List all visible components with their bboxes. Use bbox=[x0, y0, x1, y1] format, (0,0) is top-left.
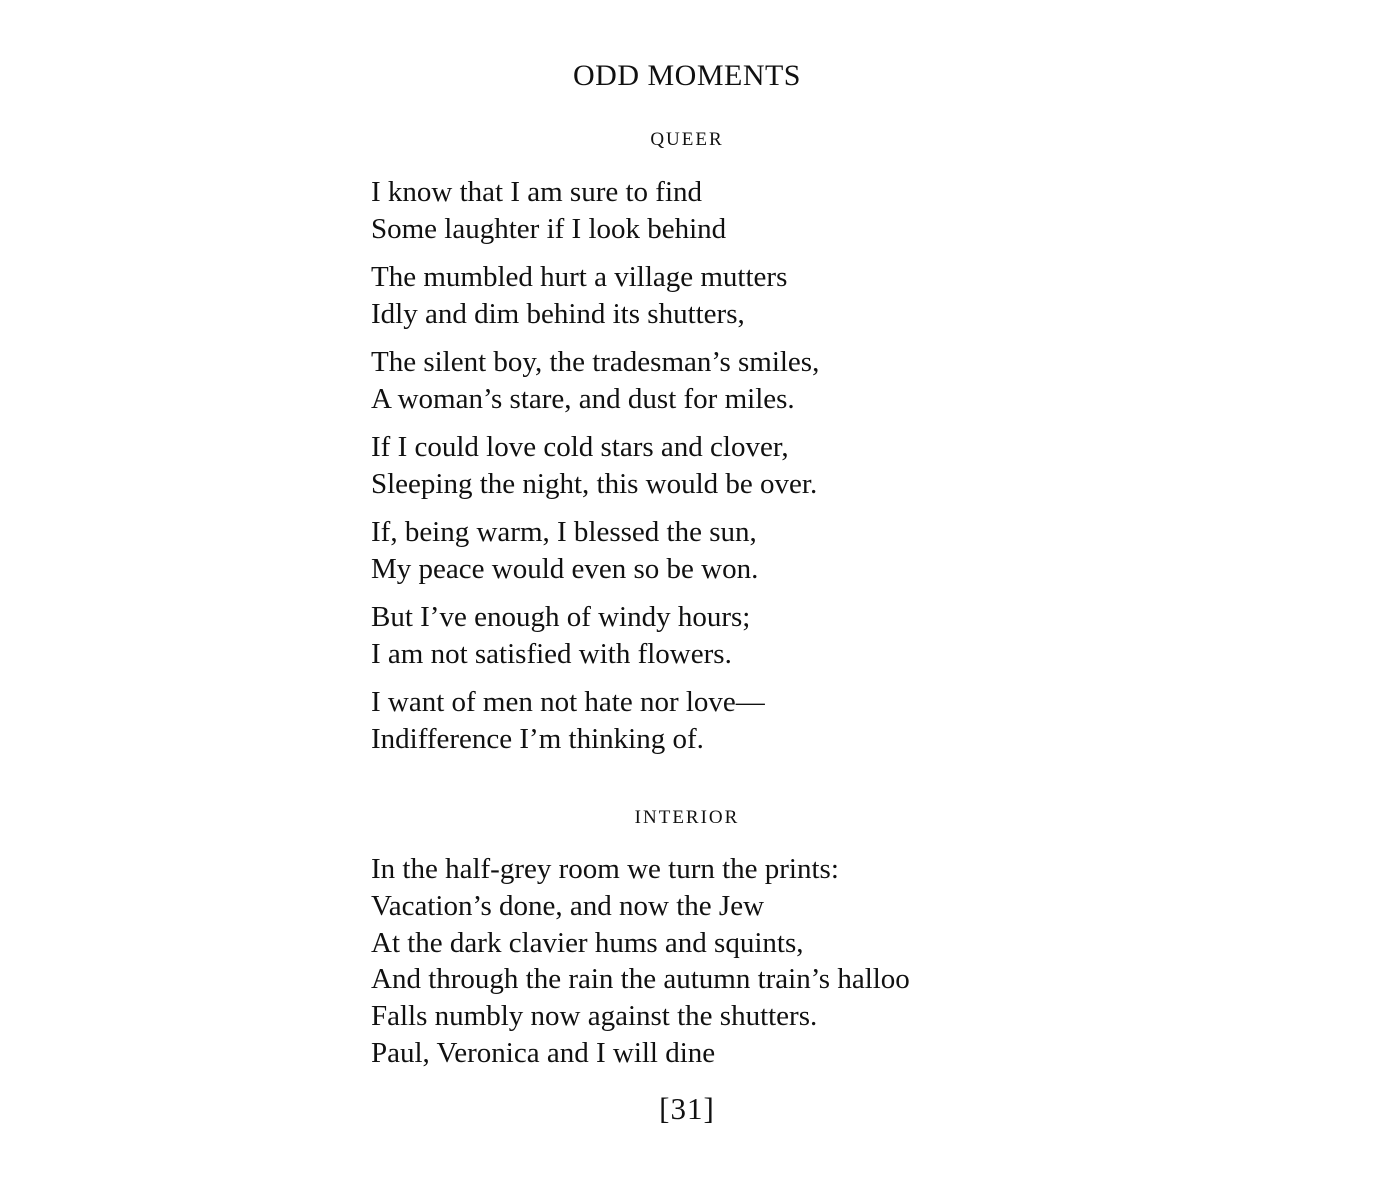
poem-line: My peace would even so be won. bbox=[371, 552, 759, 585]
poem-line: Idly and dim behind its shutters, bbox=[371, 297, 745, 330]
stanza bbox=[371, 514, 758, 587]
stanza bbox=[371, 599, 750, 672]
page-number: [31] bbox=[659, 1091, 715, 1126]
poem-line: Sleeping the night, this would be over. bbox=[371, 467, 818, 500]
poem-line: In the half-grey room we turn the prints: bbox=[371, 853, 839, 885]
poem-line: I know that I am sure to find bbox=[371, 176, 703, 208]
poem-line: I want of men not hate nor love— bbox=[371, 686, 765, 718]
stanza bbox=[371, 344, 819, 417]
poem-title-queer: QUEER bbox=[650, 129, 724, 150]
running-title: ODD MOMENTS bbox=[572, 59, 801, 92]
poem-line: Vacation’s done, and now the Jew bbox=[371, 889, 765, 922]
poem-line: The silent boy, the tradesman’s smiles, bbox=[371, 346, 820, 378]
stanza bbox=[371, 259, 787, 332]
poem-line: Paul, Veronica and I will dine bbox=[371, 1036, 716, 1069]
poem-line: And through the rain the autumn train’s halloo bbox=[371, 963, 910, 996]
poem-title-interior: INTERIOR bbox=[634, 807, 740, 828]
stanza bbox=[371, 684, 765, 757]
poem-line: Some laughter if I look behind bbox=[371, 212, 727, 245]
poem-line: But I’ve enough of windy hours; bbox=[371, 601, 751, 633]
poem-line: Indifference I’m thinking of. bbox=[371, 722, 704, 755]
poem-line: I am not satisfied with flowers. bbox=[371, 637, 732, 670]
poem-line: The mumbled hurt a village mutters bbox=[371, 261, 788, 293]
poem-line: If I could love cold stars and clover, bbox=[371, 431, 789, 463]
stanza bbox=[371, 174, 726, 247]
poem-line: A woman’s stare, and dust for miles. bbox=[371, 382, 795, 415]
poem-line: Falls numbly now against the shutters. bbox=[371, 1000, 818, 1033]
stanza bbox=[371, 429, 817, 502]
poem-line: If, being warm, I blessed the sun, bbox=[371, 516, 757, 548]
stanza bbox=[371, 851, 910, 1072]
poem-line: At the dark clavier hums and squints, bbox=[371, 926, 804, 959]
